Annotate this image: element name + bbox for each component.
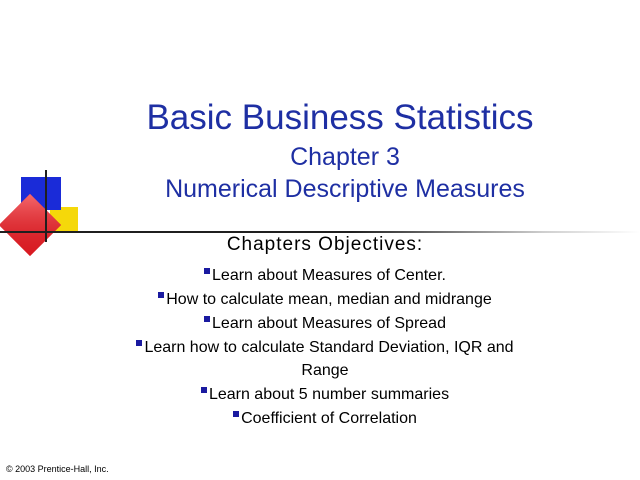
square-bullet-icon bbox=[233, 411, 239, 417]
geometric-squares-logo-icon bbox=[0, 170, 110, 270]
bullet-text: Learn about 5 number summaries bbox=[208, 386, 450, 403]
slide-title: Basic Business Statistics bbox=[146, 98, 534, 137]
slide-subtitle: Numerical Descriptive Measures bbox=[165, 175, 525, 203]
list-item bbox=[110, 336, 540, 382]
bullet-text: Learn about Measures of Center. bbox=[212, 267, 446, 284]
list-item bbox=[110, 264, 540, 287]
list-item bbox=[110, 407, 540, 430]
square-bullet-icon bbox=[204, 316, 210, 322]
bullet-text: Learn about Measures of Spread bbox=[212, 315, 446, 332]
square-bullet-icon bbox=[201, 387, 207, 393]
bullet-text: How to calculate mean, median and midrange bbox=[166, 291, 492, 308]
square-bullet-icon bbox=[136, 340, 142, 346]
list-item bbox=[110, 312, 540, 335]
copyright-notice: © 2003 Prentice-Hall, Inc. bbox=[6, 464, 109, 474]
list-item bbox=[110, 383, 540, 406]
square-bullet-icon bbox=[204, 268, 210, 274]
square-bullet-icon bbox=[158, 292, 164, 298]
bullet-text: Learn how to calculate Standard Deviation, IQR and Range bbox=[144, 339, 514, 379]
objectives-heading: Chapters Objectives: bbox=[226, 234, 424, 255]
chapter-label: Chapter 3 bbox=[290, 143, 400, 171]
list-item bbox=[110, 288, 540, 311]
objectives-list bbox=[110, 264, 540, 431]
bullet-text: Coefficient of Correlation bbox=[241, 410, 417, 427]
